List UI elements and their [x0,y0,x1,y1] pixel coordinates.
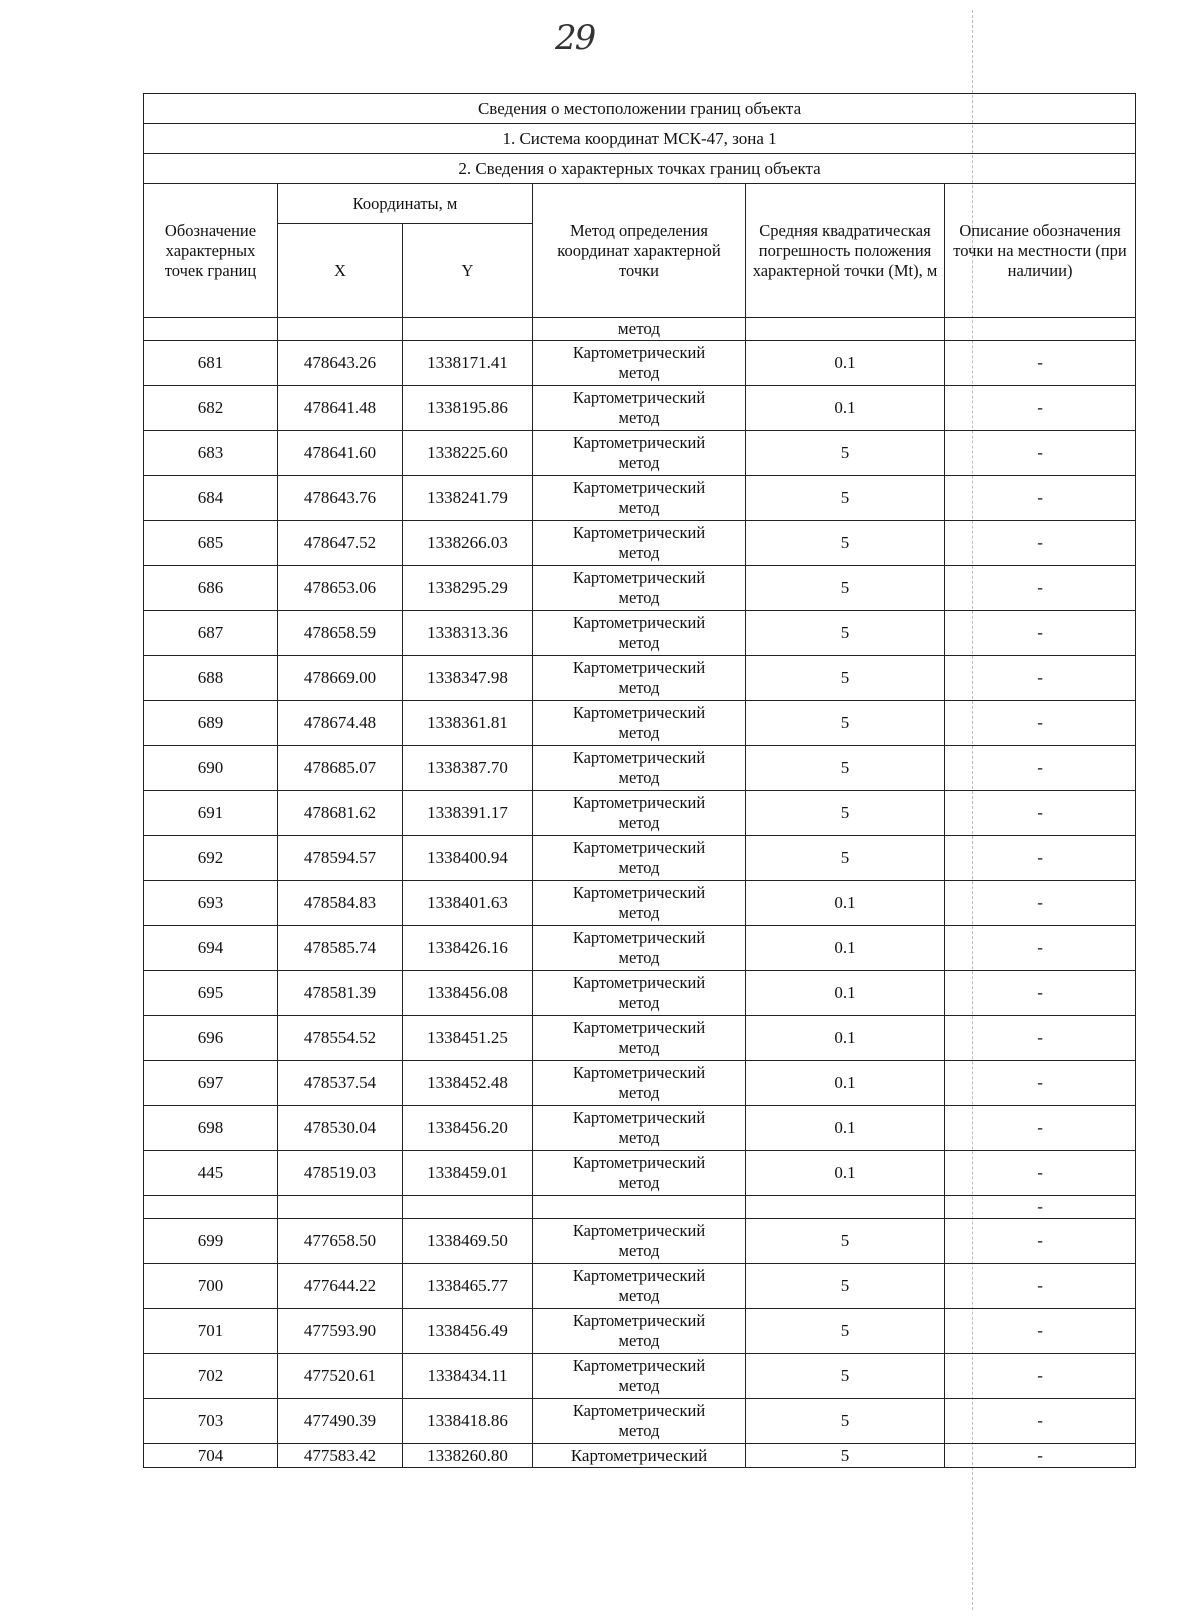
table-row [144,1106,1136,1151]
table-row [144,476,1136,521]
cell-y: 1338266.03 [403,521,533,566]
cell-x: 478584.83 [278,881,403,926]
method-line-2: метод [618,633,660,652]
cell-x: 478674.48 [278,701,403,746]
cell-method [533,971,746,1016]
cell-error: 5 [746,746,945,791]
cell-point: 691 [144,791,278,836]
table-row [144,1061,1136,1106]
method-line-2: метод [618,1173,660,1192]
cell-x: 478641.48 [278,386,403,431]
cell-empty [746,318,945,341]
header-y: Y [403,224,533,318]
method-line-1: Картометрический [572,1063,706,1082]
table-title: Сведения о местоположении границ объекта [144,94,1136,124]
cell-method [533,1264,746,1309]
cell-description: - [945,701,1136,746]
continuation-method: метод [533,318,746,341]
coordinate-system: 1. Система координат МСК-47, зона 1 [144,124,1136,154]
cell-x: 478594.57 [278,836,403,881]
cell-description: - [945,476,1136,521]
method-line-1: Картометрический [572,838,706,857]
cell-y: 1338434.11 [403,1354,533,1399]
cell-x: 477520.61 [278,1354,403,1399]
cell-description: - [945,1219,1136,1264]
cell-empty [144,1196,278,1219]
cell-error: 0.1 [746,926,945,971]
cell-description: - [945,1061,1136,1106]
method-line-2: метод [618,498,660,517]
cell-method [533,386,746,431]
table-row [144,521,1136,566]
cell-x: 477490.39 [278,1399,403,1444]
points-section-title: 2. Сведения о характерных точках границ объекта [144,154,1136,184]
method-line-1: Картометрический [572,883,706,902]
table-row [144,791,1136,836]
cell-y: 1338459.01 [403,1151,533,1196]
cell-empty [403,1196,533,1219]
method-line-1: Картометрический [570,1445,708,1465]
cell-point: 685 [144,521,278,566]
table-title-row [144,94,1136,124]
cell-description: - [945,1151,1136,1196]
cell-y: 1338295.29 [403,566,533,611]
cell-point: 699 [144,1219,278,1264]
cell-point: 683 [144,431,278,476]
method-line-1: Картометрический [572,1311,706,1330]
cell-point: 682 [144,386,278,431]
cell-point: 687 [144,611,278,656]
table-row [144,386,1136,431]
cell-point: 692 [144,836,278,881]
method-line-1: Картометрический [572,1401,706,1420]
method-line-2: метод [618,408,660,427]
cell-x: 478585.74 [278,926,403,971]
method-line-2: метод [618,948,660,967]
table-row [144,611,1136,656]
method-line-1: Картометрический [572,568,706,587]
cell-y: 1338456.08 [403,971,533,1016]
cell-y: 1338241.79 [403,476,533,521]
cell-empty [403,318,533,341]
cell-y: 1338260.80 [403,1444,533,1468]
cell-x: 478554.52 [278,1016,403,1061]
cell-description: - [945,386,1136,431]
cell-method [533,476,746,521]
cell-description: - [945,1354,1136,1399]
cell-y: 1338465.77 [403,1264,533,1309]
cell-method [533,341,746,386]
cell-x: 478641.60 [278,431,403,476]
cell-error: 5 [746,1399,945,1444]
method-line-2: метод [618,1241,660,1260]
method-line-1: Картометрический [572,658,706,677]
cell-y: 1338426.16 [403,926,533,971]
cell-x: 478647.52 [278,521,403,566]
cell-point: 690 [144,746,278,791]
cell-x: 477658.50 [278,1219,403,1264]
continuation-row [144,318,1136,341]
cell-error: 5 [746,1354,945,1399]
method-line-1: Картометрический [572,343,706,362]
cell-description: - [945,341,1136,386]
cell-y: 1338401.63 [403,881,533,926]
cell-method [533,1016,746,1061]
points-section-row [144,154,1136,184]
table-row [144,341,1136,386]
cell-x: 478685.07 [278,746,403,791]
method-line-1: Картометрический [572,1153,706,1172]
cell-method [533,1061,746,1106]
table-row [144,1264,1136,1309]
cell-error: 0.1 [746,1061,945,1106]
cell-method [533,1219,746,1264]
method-line-2: метод [618,1286,660,1305]
cell-empty [746,1196,945,1219]
cell-x: 478519.03 [278,1151,403,1196]
table-row [144,656,1136,701]
cell-error: 5 [746,656,945,701]
cell-point: 445 [144,1151,278,1196]
method-line-2: метод [618,993,660,1012]
cell-y: 1338347.98 [403,656,533,701]
cell-y: 1338387.70 [403,746,533,791]
header-method: Метод определения координат характерной точки [533,184,746,318]
method-line-2: метод [618,858,660,877]
cell-point: 702 [144,1354,278,1399]
table-row [144,566,1136,611]
cell-description: - [945,881,1136,926]
cell-empty [144,318,278,341]
cell-y: 1338400.94 [403,836,533,881]
cell-y: 1338171.41 [403,341,533,386]
cell-point: 684 [144,476,278,521]
cell-point: 695 [144,971,278,1016]
method-line-1: Картометрический [572,1266,706,1285]
method-line-2: метод [618,1083,660,1102]
cell-y: 1338225.60 [403,431,533,476]
method-line-1: Картометрический [572,973,706,992]
cell-point: 701 [144,1309,278,1354]
method-line-2: метод [618,363,660,382]
cell-empty [945,318,1136,341]
cell-error: 5 [746,476,945,521]
cell-error: 0.1 [746,341,945,386]
cell-y: 1338313.36 [403,611,533,656]
cell-point: 703 [144,1399,278,1444]
header-x: X [278,224,403,318]
cell-x: 477593.90 [278,1309,403,1354]
table-row [144,746,1136,791]
method-line-2: метод [618,1128,660,1147]
table-row [144,1354,1136,1399]
cell-point: 704 [144,1444,278,1468]
method-line-1: Картометрический [572,703,706,722]
header-coords: Координаты, м [278,184,533,224]
method-line-2: метод [618,1038,660,1057]
coordinate-system-row [144,124,1136,154]
cell-point: 694 [144,926,278,971]
cell-method [533,791,746,836]
cell-description: - [945,566,1136,611]
cell-x: 478537.54 [278,1061,403,1106]
cell-x: 478653.06 [278,566,403,611]
cell-error: 5 [746,431,945,476]
cell-method [533,746,746,791]
cell-y: 1338195.86 [403,386,533,431]
cell-method [533,656,746,701]
cell-error: 0.1 [746,1016,945,1061]
cell-error: 0.1 [746,386,945,431]
cell-x: 477644.22 [278,1264,403,1309]
cell-empty [278,1196,403,1219]
cell-method [533,1444,746,1468]
cell-y: 1338456.20 [403,1106,533,1151]
cell-description: - [945,1016,1136,1061]
method-line-1: Картометрический [572,748,706,767]
table-row [144,1219,1136,1264]
cell-description: - [945,1444,1136,1468]
table-row [144,1151,1136,1196]
method-line-2: метод [618,678,660,697]
method-line-1: Картометрический [572,793,706,812]
cell-description: - [945,971,1136,1016]
page-number: 29 [555,18,595,58]
header-row-1 [144,184,1136,224]
method-line-2: метод [618,723,660,742]
method-line-1: Картометрический [572,388,706,407]
method-line-2: метод [618,768,660,787]
cell-method [533,881,746,926]
method-line-2: метод [618,588,660,607]
cell-error: 5 [746,1264,945,1309]
cell-point: 700 [144,1264,278,1309]
cell-method [533,1309,746,1354]
cell-description: - [945,431,1136,476]
cell-method [533,1354,746,1399]
table-row [144,701,1136,746]
header-description: Описание обозначения точки на местности (при наличии) [945,184,1136,318]
cell-error: 0.1 [746,881,945,926]
cell-error: 5 [746,521,945,566]
method-line-1: Картометрический [572,928,706,947]
cell-error: 0.1 [746,1151,945,1196]
cell-x: 478530.04 [278,1106,403,1151]
cell-method [533,836,746,881]
cell-error: 0.1 [746,971,945,1016]
cell-error: 5 [746,1309,945,1354]
cell-method [533,431,746,476]
cell-method [533,1106,746,1151]
method-line-1: Картометрический [572,1356,706,1375]
cell-y: 1338418.86 [403,1399,533,1444]
cell-point: 696 [144,1016,278,1061]
cell-error: 0.1 [746,1106,945,1151]
boundary-points-table [143,93,1136,1468]
header-error: Средняя квадратическая погрешность положения характерной точки (Mt), м [746,184,945,318]
cell-description: - [945,926,1136,971]
table-row [144,1399,1136,1444]
table-row [144,926,1136,971]
cell-point: 693 [144,881,278,926]
cell-point: 681 [144,341,278,386]
table-row [144,1309,1136,1354]
method-line-2: метод [618,1376,660,1395]
method-line-2: метод [618,453,660,472]
cell-empty [278,318,403,341]
cell-x: 478643.76 [278,476,403,521]
cell-point: 698 [144,1106,278,1151]
method-line-1: Картометрический [572,433,706,452]
cell-point: 688 [144,656,278,701]
table-row [144,431,1136,476]
cell-x: 478658.59 [278,611,403,656]
method-line-1: Картометрический [572,478,706,497]
cell-method [533,1399,746,1444]
method-line-1: Картометрический [572,613,706,632]
cell-description: - [945,1264,1136,1309]
cell-error: 5 [746,836,945,881]
cell-x: 478669.00 [278,656,403,701]
cell-y: 1338391.17 [403,791,533,836]
method-line-1: Картометрический [572,1018,706,1037]
cell-point: 689 [144,701,278,746]
method-line-1: Картометрический [572,523,706,542]
method-line-2: метод [618,543,660,562]
method-line-2: метод [618,1421,660,1440]
cell-y: 1338361.81 [403,701,533,746]
cell-method [533,611,746,656]
table-row [144,881,1136,926]
cell-description: - [945,1196,1136,1219]
table-row [144,836,1136,881]
header-point: Обозначение характерных точек границ [144,184,278,318]
cell-y: 1338469.50 [403,1219,533,1264]
cell-description: - [945,611,1136,656]
cell-error: 5 [746,566,945,611]
cell-method [533,926,746,971]
cell-error: 5 [746,611,945,656]
cell-description: - [945,791,1136,836]
cell-description: - [945,1309,1136,1354]
cell-error: 5 [746,791,945,836]
cell-method [533,521,746,566]
cell-description: - [945,1106,1136,1151]
cell-point: 697 [144,1061,278,1106]
cell-description: - [945,656,1136,701]
table-row [144,971,1136,1016]
table-row [144,1444,1136,1468]
cell-description: - [945,836,1136,881]
method-line-1: Картометрический [572,1108,706,1127]
cell-description: - [945,521,1136,566]
cell-description: - [945,1399,1136,1444]
cell-x: 478581.39 [278,971,403,1016]
cell-method [533,1151,746,1196]
method-line-2: метод [618,813,660,832]
cell-error: 5 [746,701,945,746]
method-line-2: метод [618,903,660,922]
cell-x: 477583.42 [278,1444,403,1468]
cell-method [533,566,746,611]
cell-point: 686 [144,566,278,611]
cell-y: 1338451.25 [403,1016,533,1061]
table-row [144,1016,1136,1061]
separator-row [144,1196,1136,1219]
cell-y: 1338452.48 [403,1061,533,1106]
cell-x: 478681.62 [278,791,403,836]
cell-error: 5 [746,1219,945,1264]
cell-method [533,701,746,746]
method-line-1: Картометрический [572,1221,706,1240]
cell-y: 1338456.49 [403,1309,533,1354]
cell-x: 478643.26 [278,341,403,386]
cell-description: - [945,746,1136,791]
method-line-2: метод [618,1331,660,1350]
cell-error: 5 [746,1444,945,1468]
cell-empty [533,1196,746,1219]
